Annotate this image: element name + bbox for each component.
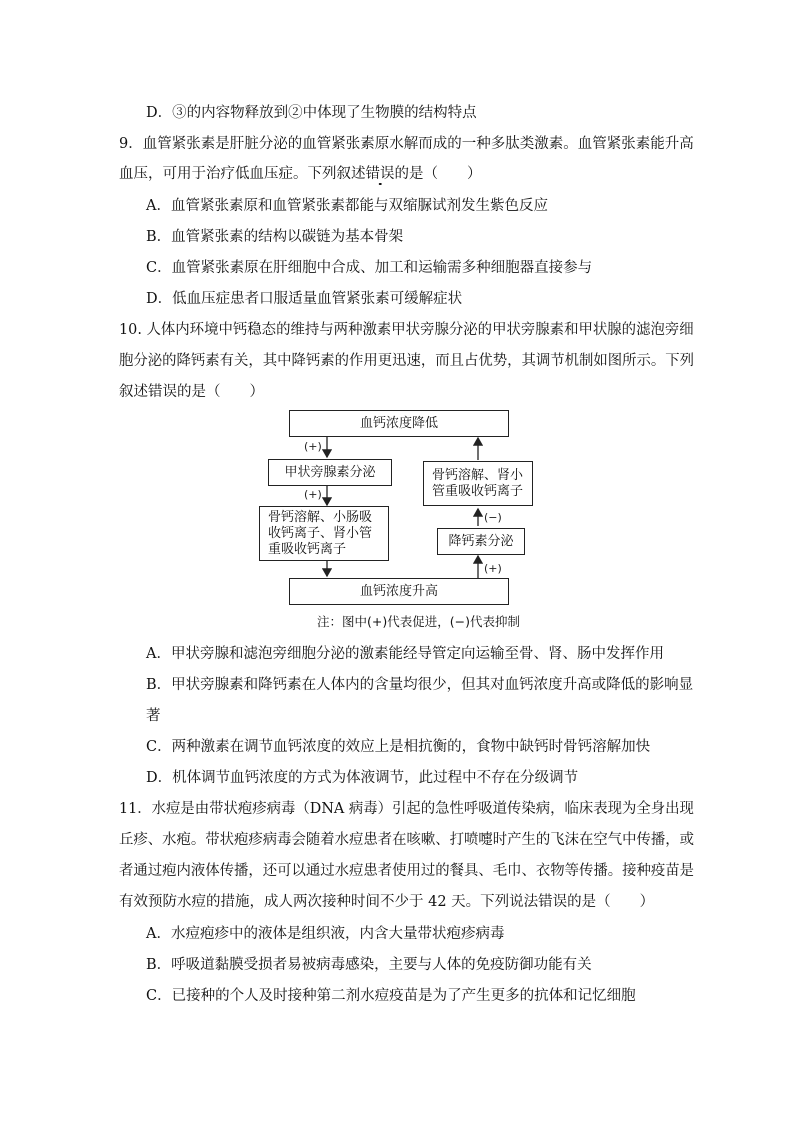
q9-option-b: B．血管紧张素的结构以碳链为基本骨架 bbox=[146, 229, 404, 245]
box-calcium-decrease: 血钙浓度降低 bbox=[289, 410, 509, 437]
q9-stem-tail: 的是（ ） bbox=[394, 166, 482, 182]
q9-emphasis bbox=[366, 166, 395, 182]
sign-plus-1: (+) bbox=[304, 440, 322, 453]
q10-stem-line2: 胞分泌的降钙素有关，其中降钙素的作用更迅速，而且占优势，其调节机制如图所示。下列 bbox=[119, 353, 694, 369]
q10-option-d: D．机体调节血钙浓度的方式为体液调节，此过程中不存在分级调节 bbox=[146, 770, 579, 786]
q9-stem-text: 血压，可用于治疗低血压症。下列叙述 bbox=[119, 166, 366, 182]
box-calcium-increase: 血钙浓度升高 bbox=[289, 578, 509, 605]
q10-option-a: A．甲状旁腺和滤泡旁细胞分泌的激素能经导管定向运输至骨、肾、肠中发挥作用 bbox=[146, 646, 664, 662]
q10-stem-line3: 叙述错误的是（ ） bbox=[119, 384, 264, 400]
q8-option-d: D．③的内容物释放到②中体现了生物膜的结构特点 bbox=[146, 105, 477, 121]
box-left-effects: 骨钙溶解、小肠吸 收钙离子、肾小管 重吸收钙离子 bbox=[259, 506, 389, 561]
q11-option-b: B．呼吸道黏膜受损者易被病毒感染，主要与人体的免疫防御功能有关 bbox=[146, 957, 592, 973]
q9-option-a: A．血管紧张素原和血管紧张素都能与双缩脲试剂发生紫色反应 bbox=[146, 198, 548, 214]
sign-plus-2: (+) bbox=[304, 488, 322, 501]
q10-option-c: C．两种激素在调节血钙浓度的效应上是相抗衡的，食物中缺钙时骨钙溶解加快 bbox=[146, 739, 651, 755]
q9-stem-line1: 9．血管紧张素是肝脏分泌的血管紧张素原水解而成的一种多肽类激素。血管紧张素能升高 bbox=[119, 136, 694, 152]
sign-minus: (−) bbox=[484, 511, 502, 524]
box-right-effects: 骨钙溶解、肾小 管重吸收钙离子 bbox=[423, 461, 533, 506]
q10-option-b-line1: B．甲状旁腺素和降钙素在人体内的含量均很少，但其对血钙浓度升高或降低的影响显 bbox=[146, 677, 694, 693]
q10-option-b-line2: 著 bbox=[146, 708, 161, 724]
box-calcitonin-secretion: 降钙素分泌 bbox=[437, 528, 525, 555]
q9-stem-line2 bbox=[119, 164, 482, 184]
q9-option-c: C．血管紧张素原在肝细胞中合成、加工和运输需多种细胞器直接参与 bbox=[146, 260, 593, 276]
q11-stem-line4: 有效预防水痘的措施，成人两次接种时间不少于 42 天。下列说法错误的是（ ） bbox=[119, 894, 655, 910]
q9-emphasis-text: 错误 bbox=[365, 166, 395, 182]
q11-option-c: C．已接种的个人及时接种第二剂水痘疫苗是为了产生更多的抗体和记忆细胞 bbox=[146, 988, 636, 1004]
q11-stem-line2: 丘疹、水疱。带状疱疹病毒会随着水痘患者在咳嗽、打喷嚏时产生的飞沫在空气中传播，或 bbox=[119, 832, 694, 848]
q9-option-d: D．低血压症患者口服适量血管紧张素可缓解症状 bbox=[146, 291, 463, 307]
sign-plus-3: (+) bbox=[484, 562, 502, 575]
q11-stem-line3: 者通过疱内液体传播，还可以通过水痘患者使用过的餐具、毛巾、衣物等传播。接种疫苗是 bbox=[119, 863, 694, 879]
q10-stem-line1: 10. 人体内环境中钙稳态的维持与两种激素甲状旁腺分泌的甲状旁腺素和甲状腺的滤泡旁细 bbox=[119, 322, 694, 338]
q11-option-a: A．水痘疱疹中的液体是组织液，内含大量带状疱疹病毒 bbox=[146, 926, 505, 942]
box-pth-secretion: 甲状旁腺素分泌 bbox=[268, 459, 392, 486]
diagram-note: 注：图中(+)代表促进，(−)代表抑制 bbox=[317, 614, 520, 629]
q11-stem-line1: 11．水痘是由带状疱疹病毒（DNA 病毒）引起的急性呼吸道传染病，临床表现为全身出现 bbox=[119, 801, 694, 817]
